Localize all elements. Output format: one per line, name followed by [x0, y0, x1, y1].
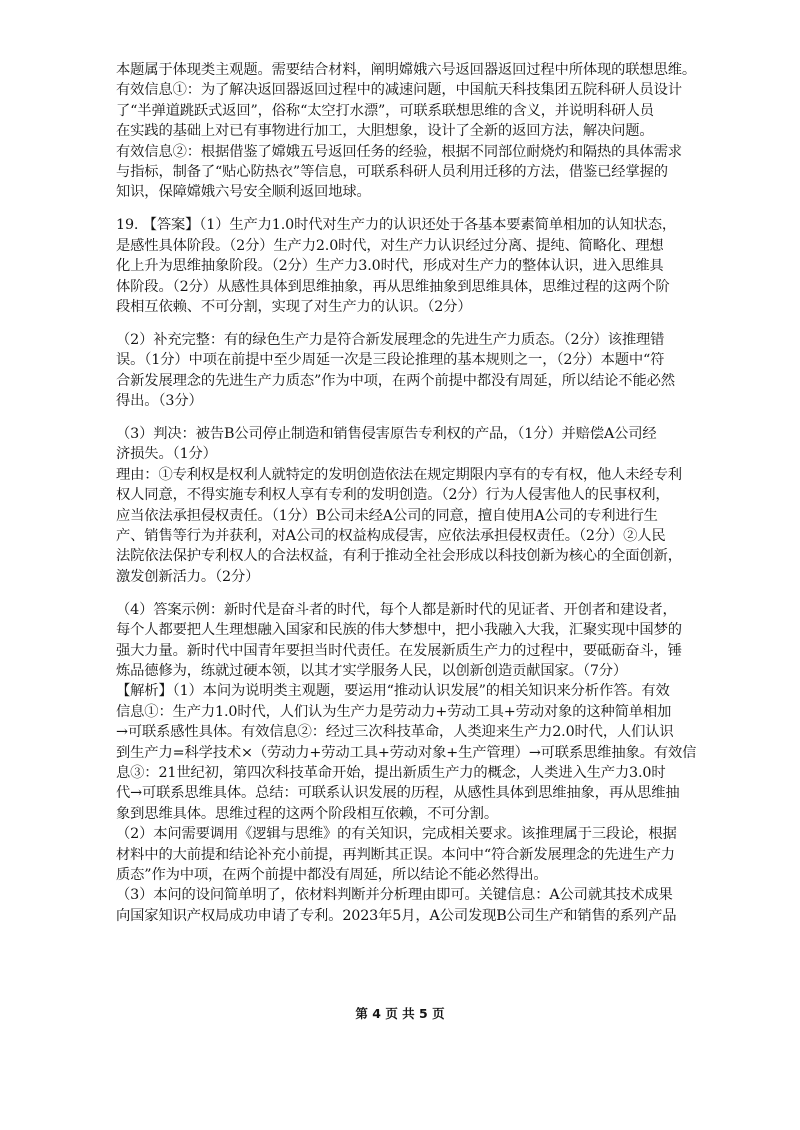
q19-answer-part1 — [116, 215, 700, 317]
text-line: 权人同意，不得实施专利权人享有专利的发明创造。（2分）行为人侵害他人的民事权利， — [116, 487, 670, 504]
q19-answer-part2 — [116, 330, 700, 412]
text-line: 合新发展理念的先进生产力质态”作为中项，在两个前提中都没有周延，所以结论不能必然 — [116, 372, 675, 389]
text-line: 段相互依赖、不可分割，实现了对生产力的认识。（2分） — [116, 298, 472, 315]
text-line: 19. 【答案】（1）生产力1.0时代对生产力的认识还处于各基本要素简单相加的认知状态， — [116, 217, 677, 234]
text-line: 在实践的基础上对已有事物进行加工，大胆想象，设计了全新的返回方法，解决问题。 — [116, 123, 654, 140]
text-line: 法院依法保护专利权人的合法权益，有利于推动全社会形成以科技创新为核心的全面创新， — [116, 548, 682, 565]
text-line: 息③：21世纪初，第四次科技革命开始，提出新质生产力的概念，人类进入生产力3.0时 — [116, 765, 666, 781]
text-line: 了“半弹道跳跃式返回”，俗称“太空打水漂”，可联系联想思维的含义，并说明科研人员 — [116, 102, 654, 119]
text-line: 到生产力=科学技术×（劳动力+劳动工具+劳动对象+生产管理）→可联系思维抽象。有效信 — [116, 744, 697, 761]
q19-answer-part3 — [116, 424, 700, 587]
text-line: 理由：①专利权是权利人就特定的发明创造依法在规定期限内享有的专有权，他人未经专利 — [116, 466, 682, 483]
text-line: 与指标，制备了“贴心防热衣”等信息，可联系科研人员利用迁移的方法，借鉴已经掌握的 — [116, 164, 668, 181]
text-line: 得出。（3分） — [116, 393, 203, 410]
q19-answer-part4 — [116, 600, 700, 682]
text-line: 有效信息②：根据借鉴了嫦娥五号返回任务的经验，根据不同部位耐烧灼和隔热的具体需求 — [116, 143, 682, 160]
text-line: 体阶段。（2分）从感性具体到思维抽象，再从思维抽象到思维具体，思维过程的这两个阶 — [116, 278, 670, 295]
text-line: 本题属于体现类主观题。需要结合材料，阐明嫦娥六号返回器返回过程中所体现的联想思维。 — [116, 62, 697, 78]
text-line: 强大力量。新时代中国青年要担当时代责任。在发展新质生产力的过程中，要砥砺奋斗，锤 — [116, 642, 682, 659]
text-line: 产、销售等行为并获利，对A公司的权益构成侵害，应依法承担侵权责任。（2分）②人民 — [116, 528, 666, 545]
text-line: 知识，保障嫦娥六号安全顺利返回地球。 — [116, 184, 371, 201]
text-line: 济损失。（1分） — [116, 446, 217, 463]
text-line: 代→可联系思维具体。总结：可联系认识发展的历程，从感性具体到思维抽象，再从思维抽 — [116, 785, 680, 802]
text-line: 信息①：生产力1.0时代，人们认为生产力是劳动力+劳动工具+劳动对象的这种简单相加 — [116, 703, 672, 720]
text-line: 质态”作为中项，在两个前提中都没有周延，所以结论不能必然得出。 — [116, 867, 548, 884]
text-line: 应当依法承担侵权责任。（1分）B公司未经A公司的同意，擅自使用A公司的专利进行生 — [116, 507, 658, 524]
text-line: 炼品德修为，练就过硬本领，以其才实学服务人民，以创新创造贡献国家。（7分） — [116, 662, 628, 679]
text-line: （3）判决：被告B公司停止制造和销售侵害原告专利权的产品，（1分）并赔偿A公司经 — [116, 426, 657, 442]
text-line: 【解析】（1）本问为说明类主观题，要运用“推动认识发展”的相关知识来分析作答。有效 — [116, 683, 670, 700]
page-number: 第 4 页 共 5 页 — [355, 1006, 445, 1021]
text-line: 材料中的大前提和结论补充小前提，再判断其正误。本问中“符合新发展理念的先进生产力 — [116, 846, 675, 863]
text-line: （2）补充完整：有的绿色生产力是符合新发展理念的先进生产力质态。（2分）该推理错 — [116, 331, 665, 348]
text-line: （2）本问需要调用《逻辑与思维》的有关知识，完成相关要求。该推理属于三段论，根据 — [116, 826, 677, 843]
intro-paragraph — [116, 60, 700, 203]
text-line: （4）答案示例：新时代是奋斗者的时代，每个人都是新时代的见证者、开创者和建设者， — [116, 601, 677, 618]
analysis-paragraph — [116, 681, 700, 926]
text-line: 激发创新活力。（2分） — [116, 568, 260, 585]
text-line: 是感性具体阶段。（2分）生产力2.0时代，对生产力认识经过分离、提纯、简略化、理想 — [116, 237, 664, 254]
text-line: 误。（1分）中项在前提中至少周延一次是三段论推理的基本规则之一，（2分）本题中“符 — [116, 352, 665, 369]
text-line: 每个人都要把人生理想融入国家和民族的伟大梦想中，把小我融入大我，汇聚实现中国梦的 — [116, 622, 682, 639]
text-line: 象到思维具体。思维过程的这两个阶段相互依赖，不可分割。 — [116, 805, 498, 822]
text-line: 化上升为思维抽象阶段。（2分）生产力3.0时代，形成对生产力的整体认识，进入思维具 — [116, 258, 664, 275]
text-line: 有效信息①：为了解决返回器返回过程中的减速问题，中国航天科技集团五院科研人员设计 — [116, 82, 682, 99]
text-line: （3）本问的设问简单明了，依材料判断并分析理由即可。关键信息：A公司就其技术成果 — [116, 887, 673, 904]
text-line: 向国家知识产权局成功申请了专利。2023年5月，A公司发现B公司生产和销售的系列产品 — [116, 907, 677, 924]
text-line: →可联系感性具体。有效信息②：经过三次科技革命，人类迎来生产力2.0时代，人们认识 — [116, 724, 674, 741]
